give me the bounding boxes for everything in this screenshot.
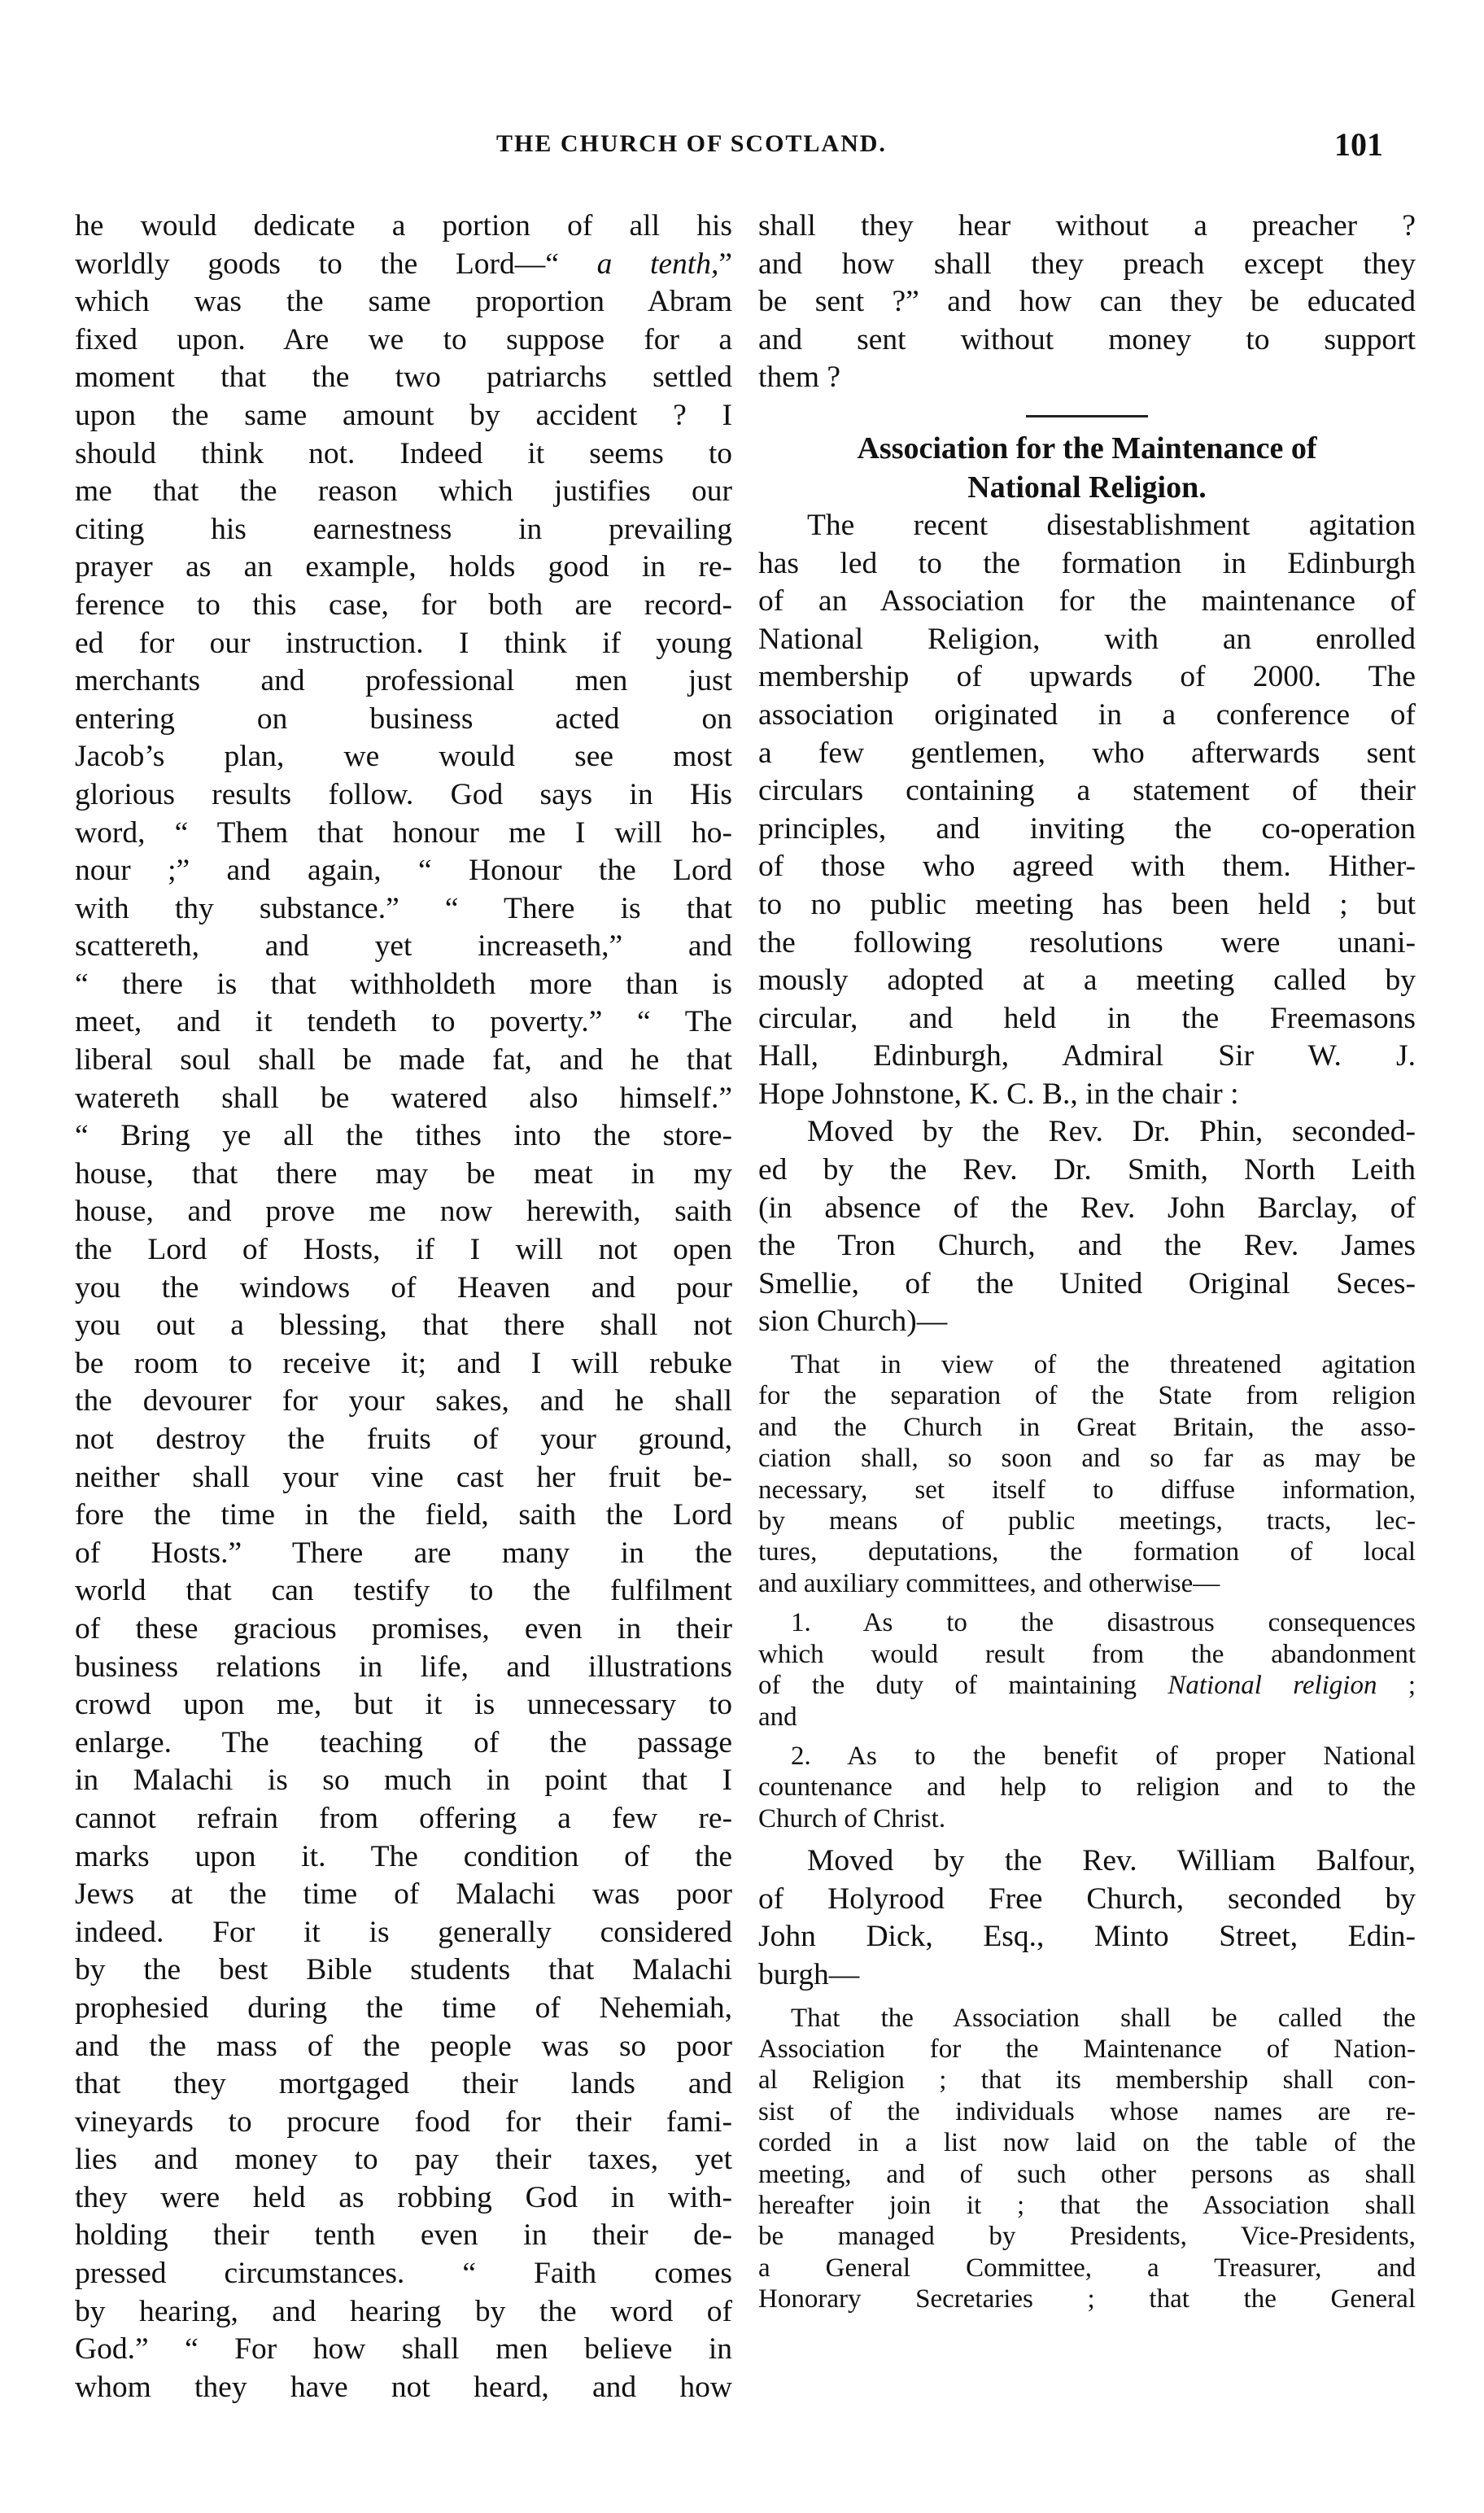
left-column — [75, 208, 732, 2406]
text-line: entering on business acted on — [75, 701, 732, 736]
text-line: ed for our instruction. I think if young — [75, 626, 732, 660]
text-line: and sent without money to support — [758, 322, 1416, 356]
text-line: a few gentlemen, who afterwards sent — [758, 736, 1416, 770]
text-line: of Hosts.” There are many in the — [75, 1536, 732, 1570]
text-line: meeting, and of such other persons as shall — [758, 2159, 1416, 2189]
text-line: nour ;” and again, “ Honour the Lord — [75, 854, 732, 888]
text-line: holding their tenth even in their de- — [75, 2218, 732, 2253]
text-line: “ there is that withholdeth more than is — [75, 967, 732, 1001]
text-line: lies and money to pay their taxes, yet — [75, 2143, 732, 2177]
text-line: circulars containing a statement of their — [758, 774, 1416, 808]
text-line: principles, and inviting the co-operation — [758, 811, 1416, 846]
text-line: of those who agreed with them. Hither- — [758, 850, 1416, 884]
text-line: and auxiliary committees, and otherwise— — [758, 1568, 1220, 1598]
text-line: Association for the Maintenance of Nation- — [758, 2034, 1416, 2064]
text-line: 1. As to the disastrous consequences — [791, 1608, 1416, 1638]
text-line: citing his earnestness in prevailing — [75, 512, 732, 546]
text-line: The recent disestablishment agitation — [807, 508, 1416, 542]
text-line: National Religion, with an enrolled — [758, 622, 1416, 656]
text-line: Hope Johnstone, K. C. B., in the chair : — [758, 1077, 1239, 1111]
text-line: Smellie, of the United Original Seces- — [758, 1266, 1416, 1300]
text-line: ciation shall, so soon and so far as may be — [758, 1444, 1416, 1474]
text-line: a General Committee, a Treasurer, and — [758, 2253, 1416, 2283]
text-line: of Holyrood Free Church, seconded by — [758, 1881, 1416, 1916]
text-line: in Malachi is so much in point that I — [75, 1763, 732, 1798]
text-line: be room to receive it; and I will rebuke — [75, 1346, 732, 1380]
text-line: he would dedicate a portion of all his — [75, 209, 732, 243]
text-line: Hall, Edinburgh, Admiral Sir W. J. — [758, 1039, 1416, 1073]
text-line: and — [758, 1702, 797, 1732]
text-line: house, that there may be meat in my — [75, 1156, 732, 1191]
text-line: of an Association for the maintenance of — [758, 584, 1416, 618]
text-line: them ? — [758, 361, 841, 395]
text-line: (in absence of the Rev. John Barclay, of — [758, 1191, 1416, 1225]
text-line: burgh— — [758, 1957, 860, 1991]
text-line: Honorary Secretaries ; that the General — [758, 2284, 1416, 2314]
text-line: enlarge. The teaching of the passage — [75, 1725, 732, 1759]
section-heading — [758, 429, 1416, 507]
resolution-second — [758, 2003, 1416, 2315]
text-line: and how shall they preach except they — [758, 247, 1416, 281]
resolution-point-1 — [758, 1607, 1416, 1733]
text-line: corded in a list now laid on the table of the — [758, 2128, 1416, 2158]
text-line: Association for the Maintenance of — [857, 430, 1317, 465]
text-line: which was the same proportion Abram — [75, 285, 732, 319]
text-line: they were held as robbing God in with- — [75, 2180, 732, 2214]
resolution-point-2 — [758, 1741, 1416, 1834]
text-line: be sent ?” and how can they be educated — [758, 285, 1416, 319]
paragraph-disestablishment — [758, 507, 1416, 1114]
page-number: 101 — [1334, 126, 1383, 163]
text-line: by means of public meetings, tracts, lec- — [758, 1506, 1416, 1536]
text-line: house, and prove me now herewith, saith — [75, 1195, 732, 1229]
text-line: tures, deputations, the formation of local — [758, 1537, 1416, 1567]
text-line: sion Church)— — [758, 1305, 948, 1339]
text-line: liberal soul shall be made fat, and he that — [75, 1043, 732, 1077]
text-line: ed by the Rev. Dr. Smith, North Leith — [758, 1153, 1416, 1187]
text-line: with thy substance.” “ There is that — [75, 891, 732, 925]
text-line: fixed upon. Are we to suppose for a — [75, 322, 732, 356]
text-line: you out a blessing, that there shall not — [75, 1309, 732, 1343]
text-line: business relations in life, and illustrations — [75, 1650, 732, 1684]
text-line: pressed circumstances. “ Faith comes — [75, 2257, 732, 2291]
text-line: hereafter join it ; that the Association shall — [758, 2190, 1416, 2220]
text-line: scattereth, and yet increaseth,” and — [75, 929, 732, 964]
text-line: by the best Bible students that Malachi — [75, 1953, 732, 1987]
text-line: Jews at the time of Malachi was poor — [75, 1877, 732, 1912]
text-line: moment that the two patriarchs settled — [75, 361, 732, 395]
section-separator — [1026, 415, 1148, 417]
text-line: upon the same amount by accident ? I — [75, 398, 732, 432]
text-line: watereth shall be watered also himself.” — [75, 1081, 732, 1115]
text-line: membership of upwards of 2000. The — [758, 660, 1416, 694]
text-line: Church of Christ. — [758, 1803, 946, 1833]
paragraph-moved-phin — [758, 1113, 1416, 1341]
text-line: of these gracious promises, even in their — [75, 1611, 732, 1645]
text-line: fore the time in the field, saith the Lord — [75, 1498, 732, 1532]
text-line: neither shall your vine cast her fruit be- — [75, 1460, 732, 1494]
text-line: marks upon it. The condition of the — [75, 1839, 732, 1873]
text-line: That in view of the threatened agitation — [791, 1350, 1416, 1380]
text-line: Moved by the Rev. Dr. Phin, seconded- — [807, 1115, 1416, 1149]
text-line: meet, and it tendeth to poverty.” “ The — [75, 1005, 732, 1039]
text-line: and the Church in Great Britain, the asso- — [758, 1412, 1416, 1442]
text-line: countenance and help to religion and to the — [758, 1772, 1416, 1803]
text-line: glorious results follow. God says in His — [75, 777, 732, 811]
text-line: merchants and professional men just — [75, 664, 732, 698]
text-line: the Tron Church, and the Rev. James — [758, 1229, 1416, 1263]
text-line: necessary, set itself to diffuse information, — [758, 1475, 1416, 1505]
text-line: “ Bring ye all the tithes into the store- — [75, 1119, 732, 1153]
right-column — [758, 208, 1416, 2315]
text-line: indeed. For it is generally considered — [75, 1915, 732, 1949]
text-line: should think not. Indeed it seems to — [75, 436, 732, 470]
text-line: the Lord of Hosts, if I will not open — [75, 1233, 732, 1267]
text-line: be managed by Presidents, Vice-Presidents, — [758, 2222, 1416, 2252]
text-line: Moved by the Rev. William Balfour, — [807, 1844, 1416, 1878]
resolution-first — [758, 1349, 1416, 1599]
running-title: THE CHURCH OF SCOTLAND. — [496, 130, 887, 157]
text-line: shall they hear without a preacher ? — [758, 209, 1416, 243]
text-line: by hearing, and hearing by the word of — [75, 2294, 732, 2328]
text-line: word, “ Them that honour me I will ho- — [75, 815, 732, 850]
text-line: has led to the formation in Edinburgh — [758, 546, 1416, 580]
intro-paragraph — [758, 208, 1416, 397]
text-line: me that the reason which justifies our — [75, 474, 732, 509]
text-line: ference to this case, for both are record- — [75, 588, 732, 622]
text-line: of the duty of maintaining National religion ; — [758, 1671, 1416, 1701]
text-line: the following resolutions were unani- — [758, 925, 1416, 959]
text-line: That the Association shall be called the — [791, 2003, 1416, 2033]
text-line: and the mass of the people was so poor — [75, 2029, 732, 2063]
text-line: prophesied during the time of Nehemiah, — [75, 1991, 732, 2025]
text-line: vineyards to procure food for their fami- — [75, 2104, 732, 2139]
paragraph-moved-balfour — [758, 1842, 1416, 1994]
text-line: for the separation of the State from religion — [758, 1381, 1416, 1411]
text-line: worldly goods to the Lord—“ a tenth,” — [75, 247, 732, 281]
text-line: National Religion. — [967, 470, 1207, 505]
text-line: you the windows of Heaven and pour — [75, 1270, 732, 1305]
text-line: John Dick, Esq., Minto Street, Edin- — [758, 1920, 1416, 1954]
text-line: association originated in a conference of — [758, 697, 1416, 732]
text-line: not destroy the fruits of your ground, — [75, 1423, 732, 1456]
text-line: sist of the individuals whose names are re- — [758, 2096, 1416, 2126]
text-line: cannot refrain from offering a few re- — [75, 1801, 732, 1835]
text-line: crowd upon me, but it is unnecessary to — [75, 1688, 732, 1722]
text-line: the devourer for your sakes, and he shall — [75, 1384, 732, 1418]
text-line: al Religion ; that its membership shall con- — [758, 2065, 1416, 2096]
text-line: that they mortgaged their lands and — [75, 2067, 732, 2101]
text-line: mously adopted at a meeting called by — [758, 964, 1416, 998]
text-line: God.” “ For how shall men believe in — [75, 2332, 732, 2367]
text-line: whom they have not heard, and how — [75, 2370, 732, 2404]
text-line: Jacob’s plan, we would see most — [75, 740, 732, 774]
text-line: to no public meeting has been held ; but — [758, 887, 1416, 921]
text-line: 2. As to the benefit of proper National — [791, 1741, 1416, 1771]
text-line: which would result from the abandonment — [758, 1639, 1416, 1669]
text-line: world that can testify to the fulfilment — [75, 1574, 732, 1608]
text-line: prayer as an example, holds good in re- — [75, 550, 732, 584]
text-line: circular, and held in the Freemasons — [758, 1001, 1416, 1035]
